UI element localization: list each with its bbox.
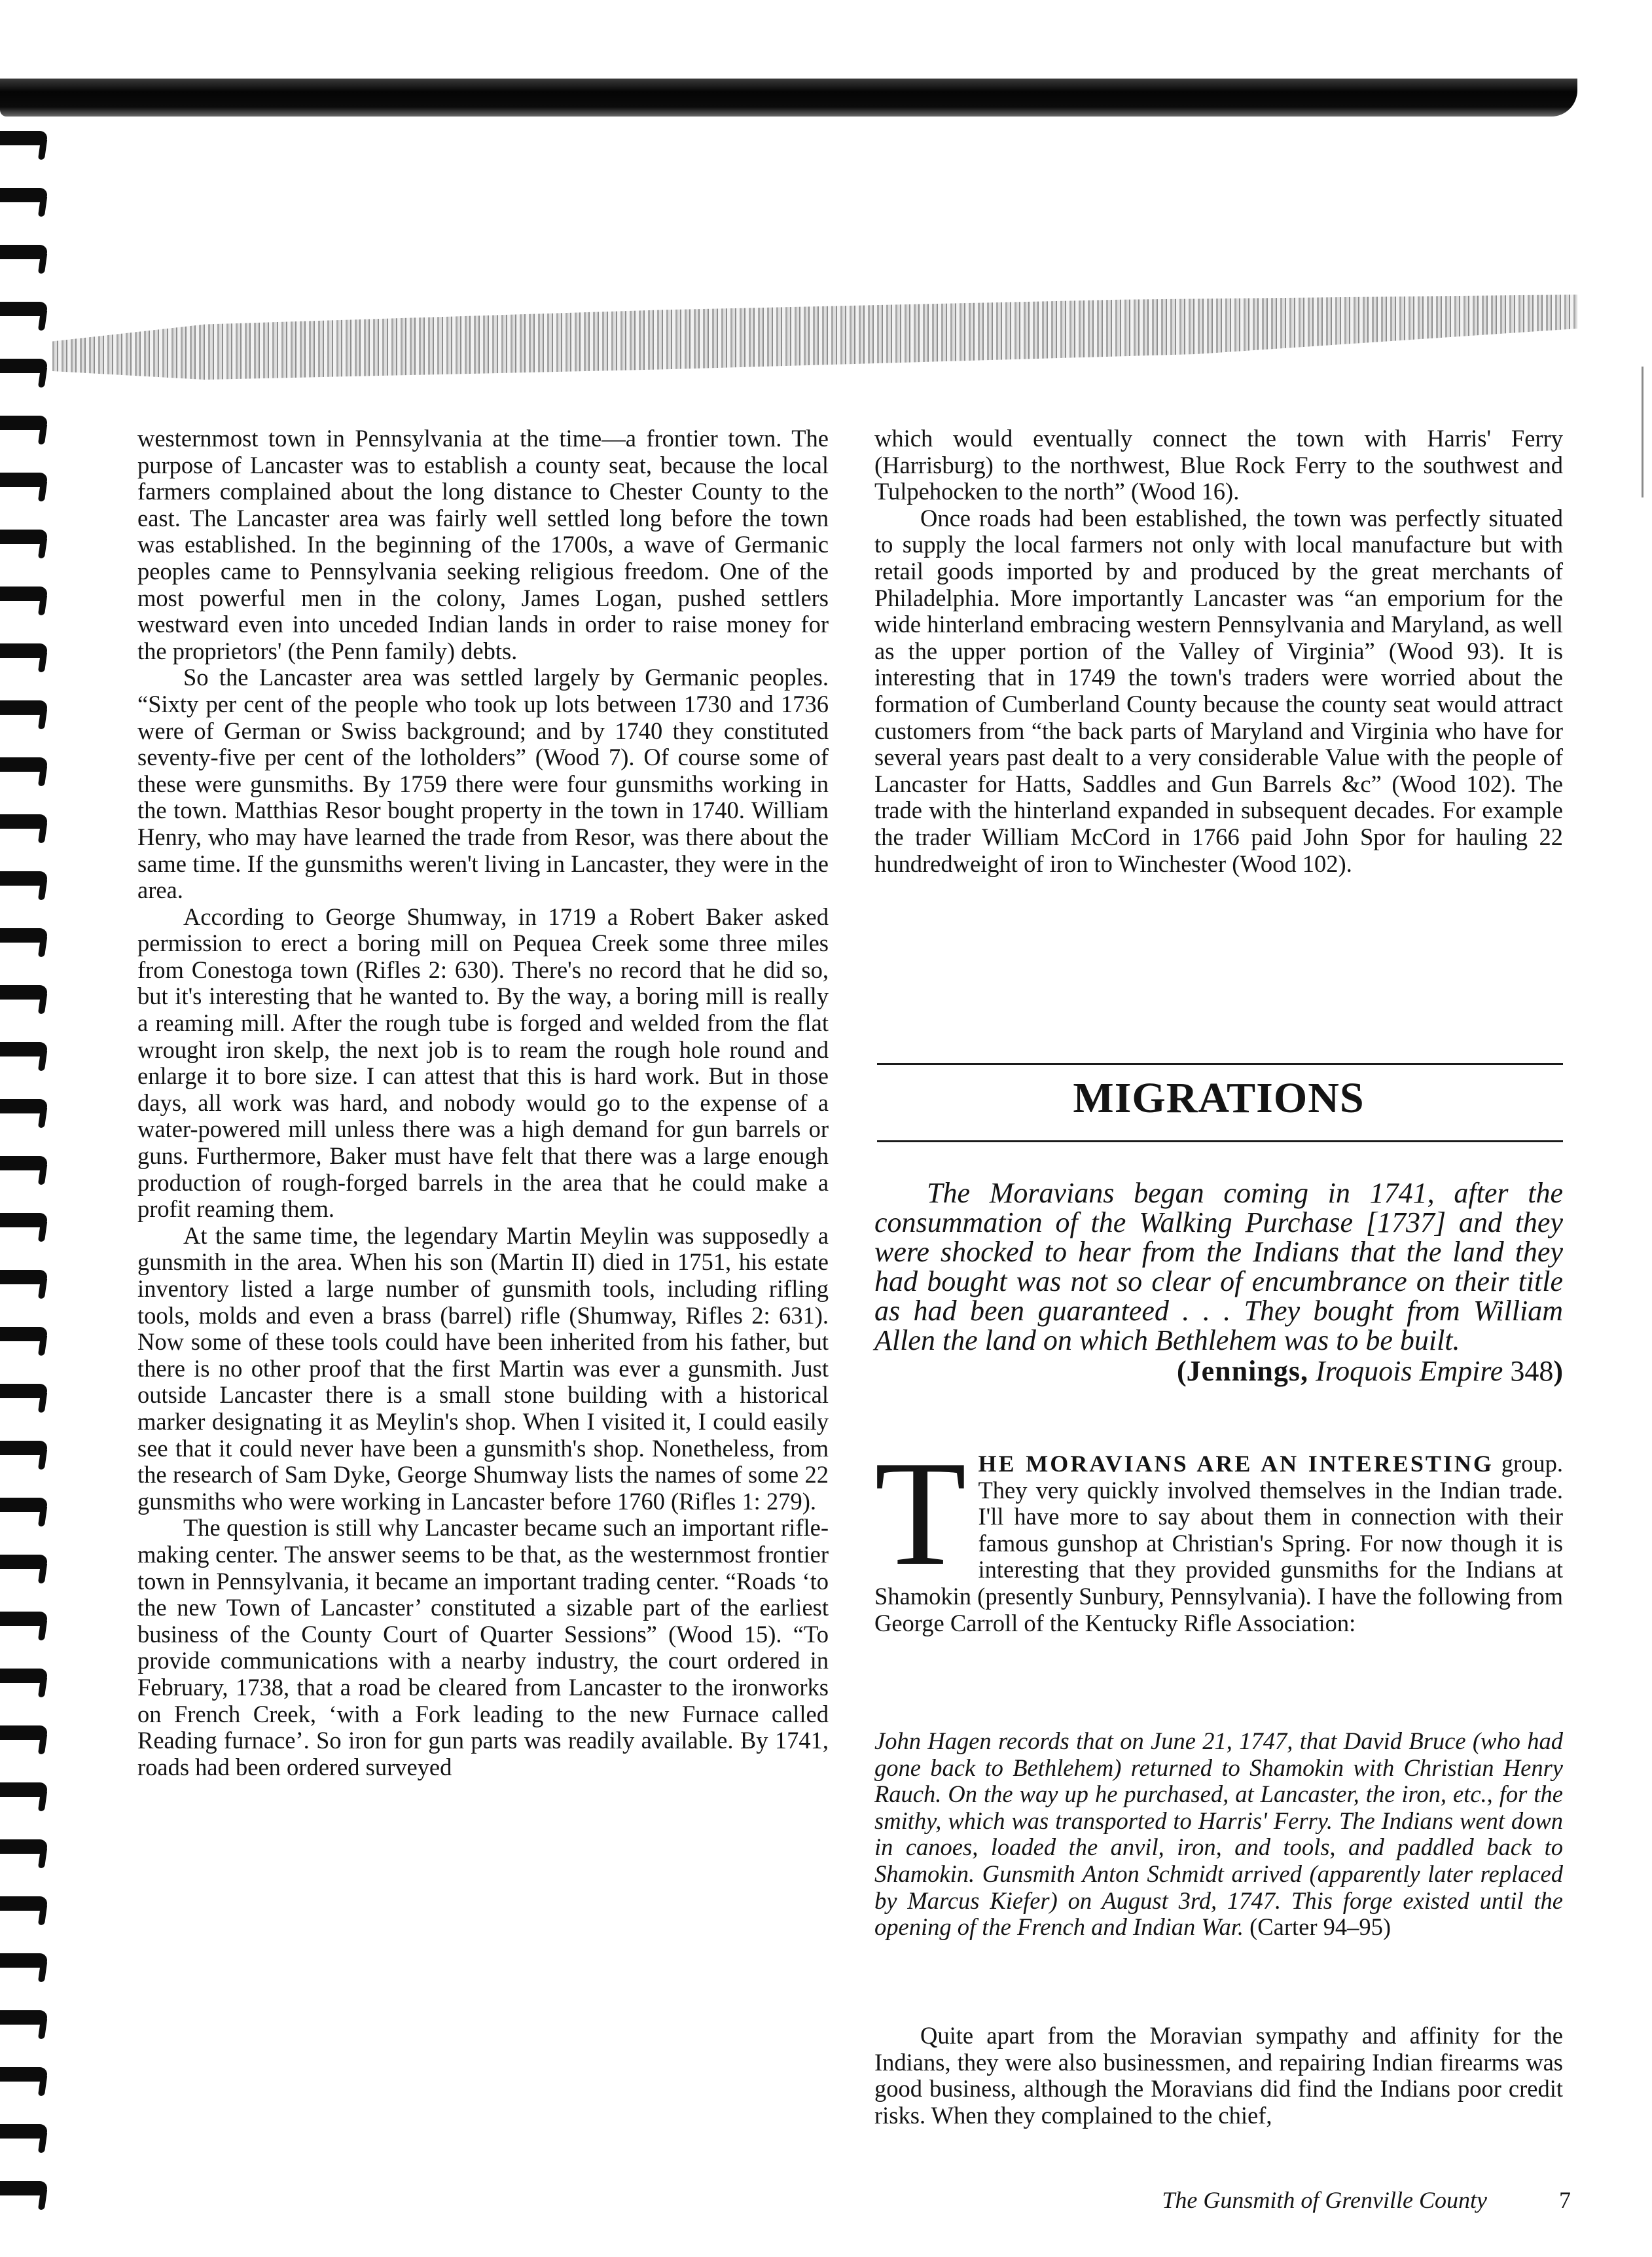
quote-citation: (Carter 94–95)	[1249, 1913, 1392, 1941]
paragraph: The question is still why Lancaster became such an important rifle-making center. The answer seems to be that, as the westernmost frontier town in Pennsylvania, it became an important trading center. “Roads ‘to the new Town of Lancaster’ constituted a sizable part of the earliest business of the County Court of Quarter Sessions” (Wood 15). “To provide communications with a nearby industry, the court ordered in February, 1738, that a road be cleared from Lancaster to the ironworks on French Creek, ‘with a Fork leading to the new Furnace called Reading furnace’. So iron for gun parts was readily available. By 1741, roads had been ordered surveyed	[137, 1514, 829, 1780]
right-column	[874, 425, 1563, 877]
paragraph: which would eventually connect the town with Harris' Ferry (Harrisburg) to the northwest, Blue Rock Ferry to the southwest and Tulpehocken to the north” (Wood 16).	[874, 425, 1563, 505]
lead-in: HE MORAVIANS ARE AN INTERESTING	[978, 1451, 1494, 1477]
book-title: The Gunsmith of Grenville County	[1162, 2187, 1487, 2213]
epigraph-text: The Moravians began coming in 1741, after the consummation of the Walking Purchase [1737] and they were shocked to hear from the Indians that the land they had bought was not so clear of encumbrance on their title as had been guaranteed . . . They bought from William Allen the land on which Bethlehem was to be built.	[874, 1177, 1563, 1356]
binding-ring	[0, 2181, 47, 2195]
binding-ring	[0, 700, 47, 715]
scan-shadow-bar	[0, 79, 1577, 117]
binding-ring	[0, 871, 47, 886]
binding-ring	[0, 1839, 47, 1854]
epigraph-citation	[874, 1356, 1563, 1386]
binding-ring	[0, 1612, 47, 1626]
binding-ring	[0, 473, 47, 487]
citation-author: Jennings,	[1186, 1355, 1308, 1387]
binding-ring	[0, 1384, 47, 1398]
citation-close-paren: )	[1553, 1355, 1563, 1387]
binding-ring	[0, 1498, 47, 1512]
binding-ring	[0, 359, 47, 373]
binding-ring	[0, 1782, 47, 1797]
binding-ring	[0, 1953, 47, 1968]
paragraph: According to George Shumway, in 1719 a Robert Baker asked permission to erect a boring mill on Pequea Creek some three miles from Conestoga town (Rifles 2: 630). There's no record that he did so, but it's interesting that he wanted to. By the way, a boring mill is really a reaming mill. After the rough tube is forged and welded from the flat wrought iron skelp, the next job is to ream the rough hole round and enlarge it to bore size. I can attest that this is hard work. But in those days, all work was hard, and nobody would go to the expense of a water-powered mill unless there was a high demand for gun barrels or guns. Furthermore, Baker must have felt that there was a large enough production of rough-forged barrels in the area that he could make a profit reaming them.	[137, 903, 829, 1223]
paragraph: Once roads had been established, the town was perfectly situated to supply the local farmers not only with local manufacture but with retail goods imported by and produced by the great merchants of Philadelphia. More importantly Lancaster was “an emporium for the wide hinterland embracing western Pennsylvania and Maryland, as well as the upper portion of the Valley of Virginia” (Wood 93). It is interesting that in 1749 the town's traders were worried about the formation of Cumberland County because the county seat would attract customers from “the back parts of Maryland and Virginia who have for several years past dealt to a very considerable Value with the people of Lancaster for Hatts, Saddles and Gun Barrels &c” (Wood 102). The trade with the hinterland expanded in subsequent decades. For example the trader William McCord in 1766 paid John Spor for hauling 22 hundredweight of iron to Winchester (Wood 102).	[874, 504, 1563, 877]
epigraph	[874, 1178, 1563, 1386]
binding-ring	[0, 2010, 47, 2025]
binding-ring	[0, 416, 47, 430]
page-number: 7	[1559, 2187, 1571, 2213]
binding-ring	[0, 1555, 47, 1569]
closing-paragraph	[874, 2023, 1563, 2129]
binding-ring	[0, 2124, 47, 2139]
left-column	[137, 425, 829, 1780]
block-quote	[874, 1728, 1563, 1941]
binding-ring	[0, 302, 47, 316]
binding-ring	[0, 131, 47, 145]
spiral-binding	[0, 131, 52, 2257]
drop-cap: T	[874, 1430, 967, 1597]
citation-open-paren: (	[1177, 1355, 1187, 1387]
binding-ring	[0, 985, 47, 1000]
citation-page: 348	[1510, 1355, 1554, 1387]
section-heading: MIGRATIONS	[1073, 1074, 1365, 1122]
binding-ring	[0, 188, 47, 202]
section-intro	[874, 1430, 1563, 1636]
heading-top-rule	[877, 1063, 1563, 1065]
binding-ring	[0, 1441, 47, 1455]
paragraph: So the Lancaster area was settled largely by Germanic peoples. “Sixty per cent of the people who took up lots between 1730 and 1736 were of German or Swiss background; and by 1740 they constituted seventy-five per cent of the lotholders” (Wood 7). Of course some of these were gunsmiths. By 1759 there were four gunsmiths working in the town. Matthias Resor bought property in the town in 1740. William Henry, who may have learned the trade from Resor, was there about the same time. If the gunsmiths weren't living in Lancaster, they were in the area.	[137, 664, 829, 904]
binding-ring	[0, 928, 47, 943]
binding-ring	[0, 1099, 47, 1113]
section-body: group. They very quickly involved themselves in the Indian trade. I'll have more to say about them in connection with their famous gunshop at Christian's Spring. For now though it is interesting that they provided gunsmiths for the Indians at Shamokin (presently Sunbury, Pennsylvania). I have the following from George Carroll of the Kentucky Rifle Association:	[874, 1450, 1563, 1636]
binding-ring	[0, 1669, 47, 1683]
binding-ring	[0, 1042, 47, 1056]
citation-title: Iroquois Empire	[1315, 1355, 1503, 1387]
paragraph: Quite apart from the Moravian sympathy and affinity for the Indians, they were also businessmen, and repairing Indian firearms was good business, although the Moravians did find the Indians poor credit risks. When they complained to the chief,	[874, 2022, 1563, 2129]
heading-bottom-rule	[877, 1140, 1563, 1142]
page-footer	[1139, 2186, 1571, 2214]
binding-ring	[0, 814, 47, 829]
binding-ring	[0, 2067, 47, 2082]
paragraph: westernmost town in Pennsylvania at the time—a frontier town. The purpose of Lancaster was to establish a county seat, because the local farmers complained about the long distance to Chester County to the east. The Lancaster area was fairly well settled long before the town was established. In the beginning of the 1700s, a wave of Germanic peoples came to Pennsylvania seeking religious freedom. One of the most powerful men in the colony, James Logan, pushed settlers westward even into unceded Indian lands in order to raise money for the proprietors' (the Penn family) debts.	[137, 425, 829, 664]
binding-ring	[0, 1156, 47, 1170]
binding-ring	[0, 245, 47, 259]
scan-edge-mark	[1642, 367, 1643, 497]
binding-ring	[0, 1213, 47, 1227]
binding-ring	[0, 1270, 47, 1284]
binding-ring	[0, 1327, 47, 1341]
binding-ring	[0, 643, 47, 658]
quote-text: John Hagen records that on June 21, 1747, that David Bruce (who had gone back to Bethlehem) returned to Shamokin with Christian Henry Rauch. On the way up he purchased, at Lancaster, the iron, etc., for the smithy, which was transported to Harris' Ferry. The Indians went down in canoes, loaded the anvil, iron, and tools, and paddled back to Shamokin. Gunsmith Anton Schmidt arrived (apparently later replaced by Marcus Kiefer) on August 3rd, 1747. This forge existed until the opening of the French and Indian War.	[874, 1727, 1563, 1941]
binding-ring	[0, 757, 47, 772]
paragraph: At the same time, the legendary Martin Meylin was supposedly a gunsmith in the area. When his son (Martin II) died in 1751, his estate inventory listed a large number of gunsmith tools, including rifling tools, molds and even a brass (barrel) rifle (Shumway, Rifles 2: 631). Now some of these tools could have been inherited from his father, but there is no other proof that the first Martin was ever a gunsmith. Just outside Lancaster there is a small stone building with a historical marker designating it as Meylin's shop. When I visited it, I could easily see that it could never have been a gunsmith's shop. Nonetheless, from the research of Sam Dyke, George Shumway lists the names of some 22 gunsmiths who were working in Lancaster before 1760 (Rifles 1: 279).	[137, 1221, 829, 1515]
binding-ring	[0, 587, 47, 601]
binding-ring	[0, 1725, 47, 1740]
binding-ring	[0, 1896, 47, 1911]
scan-noise-band	[52, 295, 1577, 380]
binding-ring	[0, 530, 47, 544]
